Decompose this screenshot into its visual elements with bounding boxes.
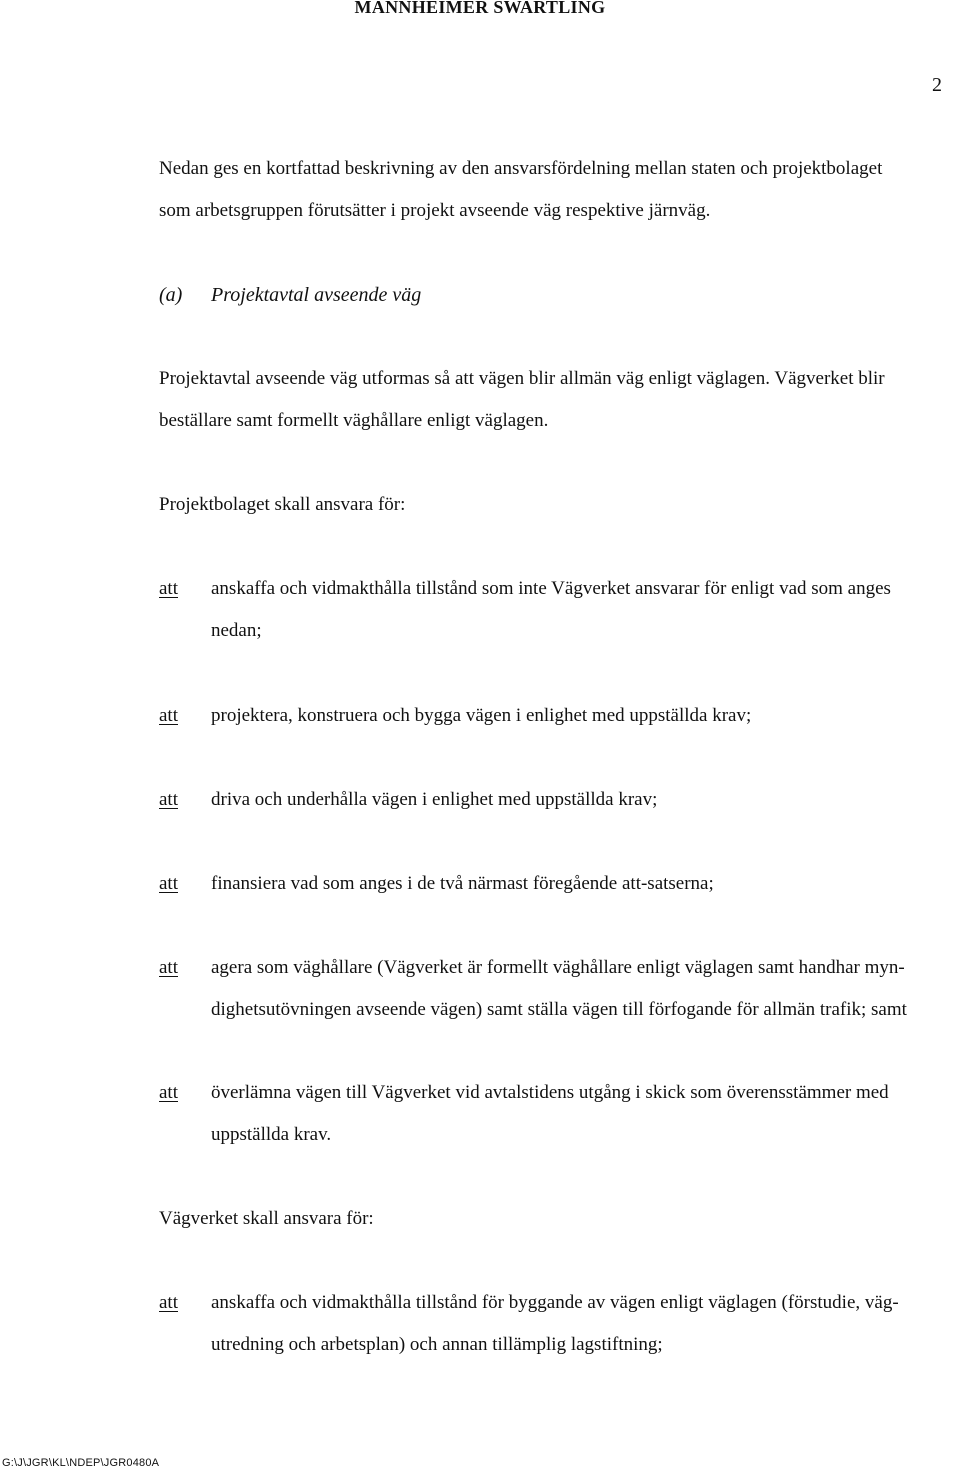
list-item-line-2: nedan; <box>211 620 262 641</box>
intro-line-2: som arbetsgruppen förutsätter i projekt avseende väg respektive järnväg. <box>159 200 711 221</box>
projektbolaget-lead: Projektbolaget skall ansvara för: <box>159 494 406 515</box>
att-marker: att <box>159 873 178 894</box>
intro-line-1: Nedan ges en kortfattad beskrivning av den ansvarsfördelning mellan staten och projektbolaget <box>159 158 883 179</box>
list-item-line-1: anskaffa och vidmakthålla tillstånd för byggande av vägen enligt väglagen (förstudie, väg- <box>211 1292 899 1313</box>
list-item-line-1: driva och underhålla vägen i enlighet med uppställda krav; <box>211 789 658 810</box>
list-item-line-1: överlämna vägen till Vägverket vid avtalstidens utgång i skick som överensstämmer med <box>211 1082 889 1103</box>
list-item-line-2: dighetsutövningen avseende vägen) samt ställa vägen till förfogande för allmän trafik; samt <box>211 999 907 1020</box>
section-a-marker: (a) <box>159 284 183 306</box>
list-item-line-2: utredning och arbetsplan) och annan tillämplig lagstiftning; <box>211 1334 663 1355</box>
att-marker: att <box>159 1082 178 1103</box>
document-path-footer: G:\J\JGR\KL\NDEP\JGR0480A <box>2 1457 160 1469</box>
firm-header: MANNHEIMER SWARTLING <box>354 0 606 17</box>
list-item-line-2: uppställda krav. <box>211 1124 332 1145</box>
att-marker: att <box>159 957 178 978</box>
list-item-line-1: projektera, konstruera och bygga vägen i enlighet med uppställda krav; <box>211 705 752 726</box>
att-marker: att <box>159 789 178 810</box>
att-marker: att <box>159 705 178 726</box>
section-a-title: Projektavtal avseende väg <box>211 284 422 306</box>
section-a-para-line-2: beställare samt formellt väghållare enligt väglagen. <box>159 410 549 431</box>
att-marker: att <box>159 1292 178 1313</box>
vagverket-lead: Vägverket skall ansvara för: <box>159 1208 374 1229</box>
section-a-heading <box>159 274 421 316</box>
list-item-line-1: finansiera vad som anges i de två närmast föregående att-satserna; <box>211 873 714 894</box>
page-number: 2 <box>932 74 942 96</box>
att-marker: att <box>159 578 178 599</box>
list-item-line-1: anskaffa och vidmakthålla tillstånd som inte Vägverket ansvarar för enligt vad som anges <box>211 578 891 599</box>
section-a-para-line-1: Projektavtal avseende väg utformas så att vägen blir allmän väg enligt väglagen. Vägverket blir <box>159 368 885 389</box>
list-item-line-1: agera som väghållare (Vägverket är formellt väghållare enligt väglagen samt handhar myn- <box>211 957 905 978</box>
